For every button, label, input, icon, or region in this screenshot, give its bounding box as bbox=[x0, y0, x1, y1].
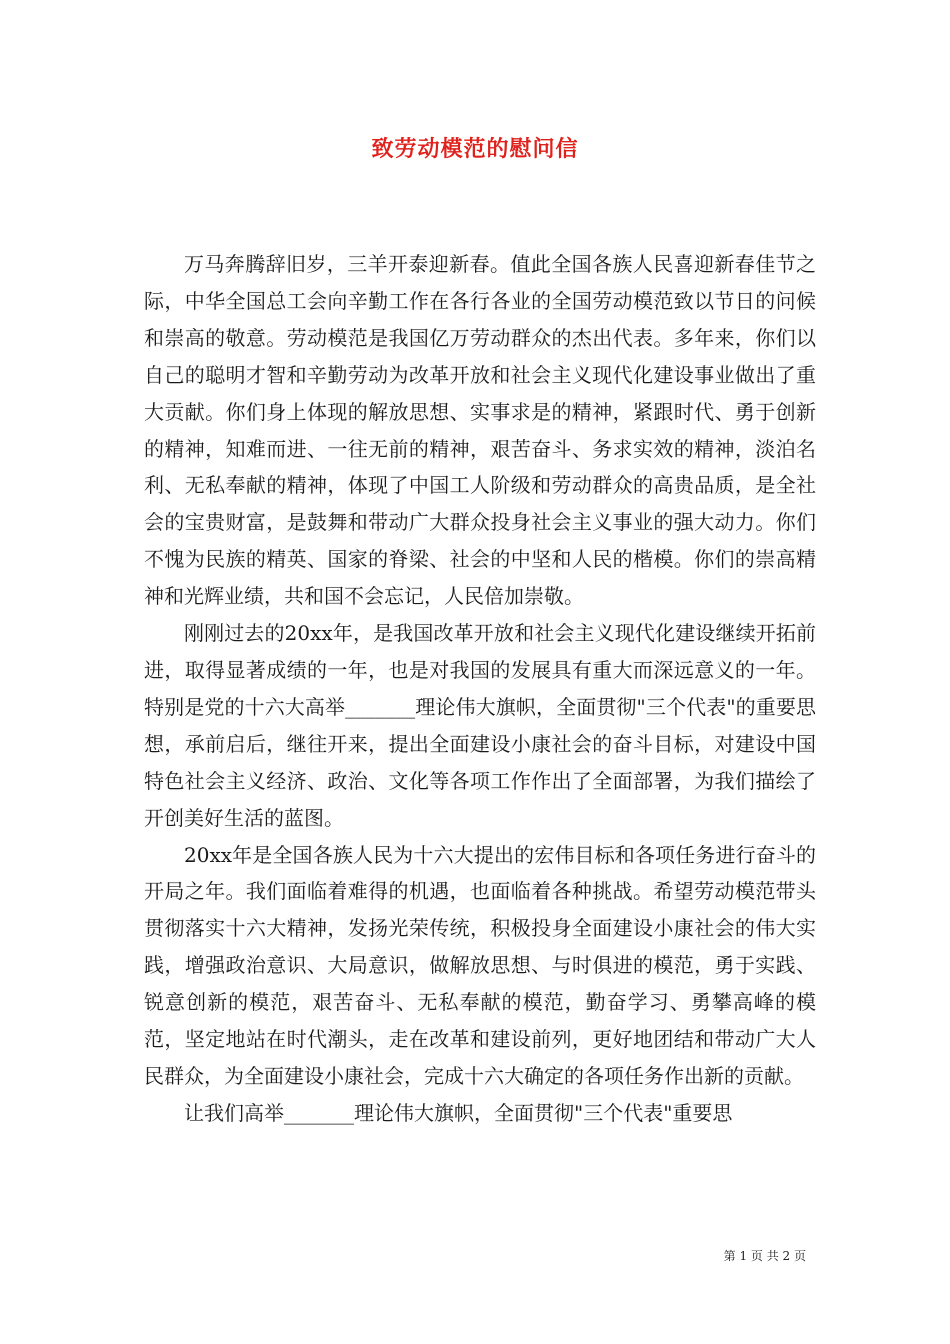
paragraph: 让我们高举_______理论伟大旗帜，全面贯彻"三个代表"重要思 bbox=[184, 1100, 733, 1125]
paragraph: 20xx年是全国各族人民为十六大提出的宏伟目标和各项任务进行奋斗的开局之年。我们面临着难得的机遇，也面临着各种挑战。希望劳动模范带头贯彻落实十六大精神，发扬光荣传统，积极投身全面建设小康社会的伟大实践，增强政治意识、大局意识，做解放思想、与时俱进的模范，勇于实践、锐意创新的模范，艰苦奋斗、无私奉献的模范，勤奋学习、勇攀高峰的模范，坚定地站在时代潮头，走在改革和建设前列，更好地团结和带动广大人民群众，为全面建设小康社会，完成十六大确定的各项任务作出新的贡献。 bbox=[144, 842, 816, 1088]
document-title: 致劳动模范的慰问信 bbox=[371, 136, 579, 162]
page-number-footer: 第 1 页 共 2 页 bbox=[723, 1249, 806, 1263]
paragraph: 万马奔腾辞旧岁，三羊开泰迎新春。值此全国各族人民喜迎新春佳节之际，中华全国总工会向辛勤工作在各行各业的全国劳动模范致以节日的问候和崇高的敬意。劳动模范是我国亿万劳动群众的杰出代表。多年来，你们以自己的聪明才智和辛勤劳动为改革开放和社会主义现代化建设事业做出了重大贡献。你们身上体现的解放思想、实事求是的精神，紧跟时代、勇于创新的精神，知难而进、一往无前的精神，艰苦奋斗、务求实效的精神，淡泊名利、无私奉献的精神，体现了中国工人阶级和劳动群众的高贵品质，是全社会的宝贵财富，是鼓舞和带动广大群众投身社会主义事业的强大动力。你们不愧为民族的精英、国家的脊梁、社会的中坚和人民的楷模。你们的崇高精神和光辉业绩，共和国不会忘记，人民倍加崇敬。 bbox=[144, 252, 816, 609]
paragraph: 刚刚过去的20xx年，是我国改革开放和社会主义现代化建设继续开拓前进，取得显著成绩的一年，也是对我国的发展具有重大而深远意义的一年。特别是党的十六大高举_______理论伟大旗帜，全面贯彻"三个代表"的重要思想，承前启后，继往开来，提出全面建设小康社会的奋斗目标，对建设中国特色社会主义经济、政治、文化等各项工作作出了全面部署，为我们描绘了开创美好生活的蓝图。 bbox=[144, 621, 816, 830]
letter-body bbox=[144, 246, 816, 1132]
